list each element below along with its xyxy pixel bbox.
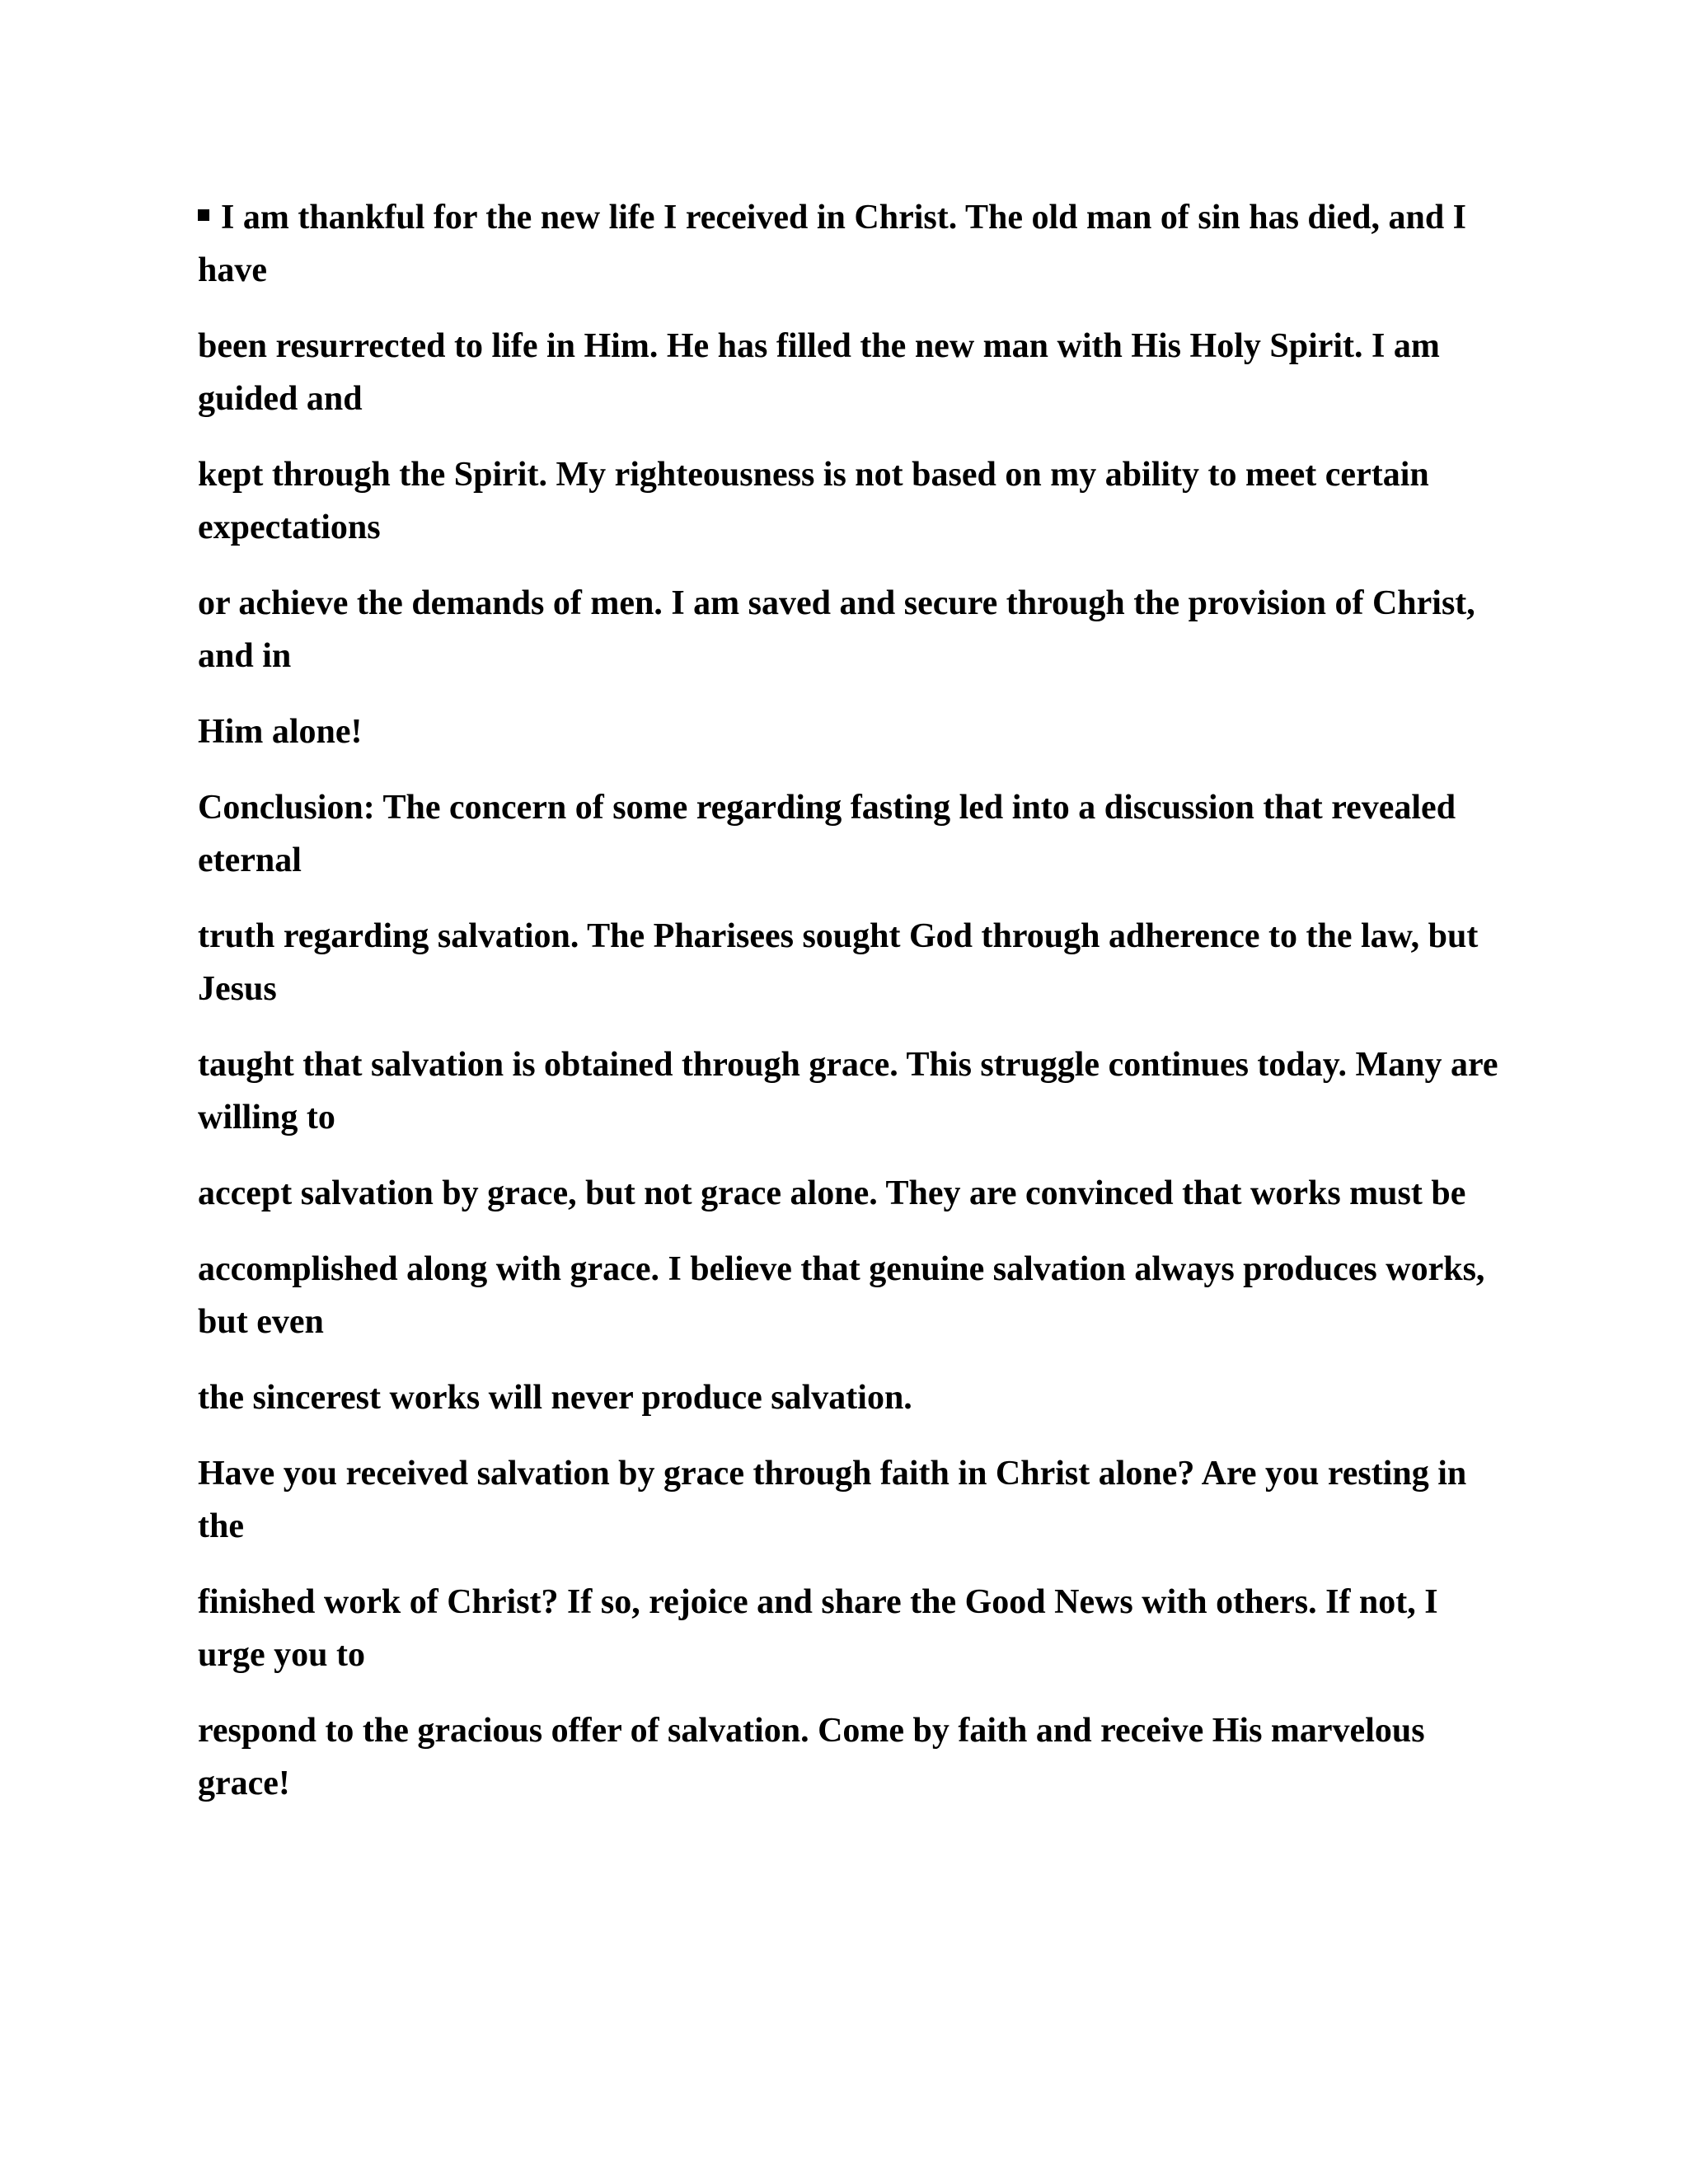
paragraph-14: respond to the gracious offer of salvation. Come by faith and receive His marvelous grace! bbox=[198, 1712, 1434, 1802]
paragraph-7: truth regarding salvation. The Pharisees sought God through adherence to the law, but Jesus bbox=[198, 917, 1487, 1008]
paragraph-13: finished work of Christ? If so, rejoice and share the Good News with others. If not, I urge you to bbox=[198, 1583, 1447, 1674]
paragraph-1 bbox=[198, 191, 1500, 297]
paragraph-5: Him alone! bbox=[198, 713, 363, 751]
paragraph-12: Have you received salvation by grace through faith in Christ alone? Are you resting in the bbox=[198, 1455, 1475, 1545]
document-body bbox=[198, 191, 1507, 1833]
square-bullet-icon bbox=[198, 209, 209, 221]
paragraph-3: kept through the Spirit. My righteousness is not based on my ability to meet certain expectations bbox=[198, 456, 1438, 546]
paragraph-10: accomplished along with grace. I believe that genuine salvation always produces works, but even bbox=[198, 1250, 1493, 1341]
paragraph-9: accept salvation by grace, but not grace alone. They are convinced that works must be bbox=[198, 1174, 1466, 1212]
paragraph-1-text: I am thankful for the new life I received in Christ. The old man of sin has died, and I have bbox=[198, 199, 1475, 289]
paragraph-6: Conclusion: The concern of some regarding fasting led into a discussion that revealed eternal bbox=[198, 789, 1465, 879]
paragraph-4: or achieve the demands of men. I am saved and secure through the provision of Christ, and in bbox=[198, 584, 1484, 675]
paragraph-11: the sincerest works will never produce salvation. bbox=[198, 1379, 912, 1417]
paragraph-8: taught that salvation is obtained through grace. This struggle continues today. Many are willing to bbox=[198, 1046, 1507, 1137]
paragraph-2: been resurrected to life in Him. He has filled the new man with His Holy Spirit. I am guided and bbox=[198, 327, 1449, 418]
